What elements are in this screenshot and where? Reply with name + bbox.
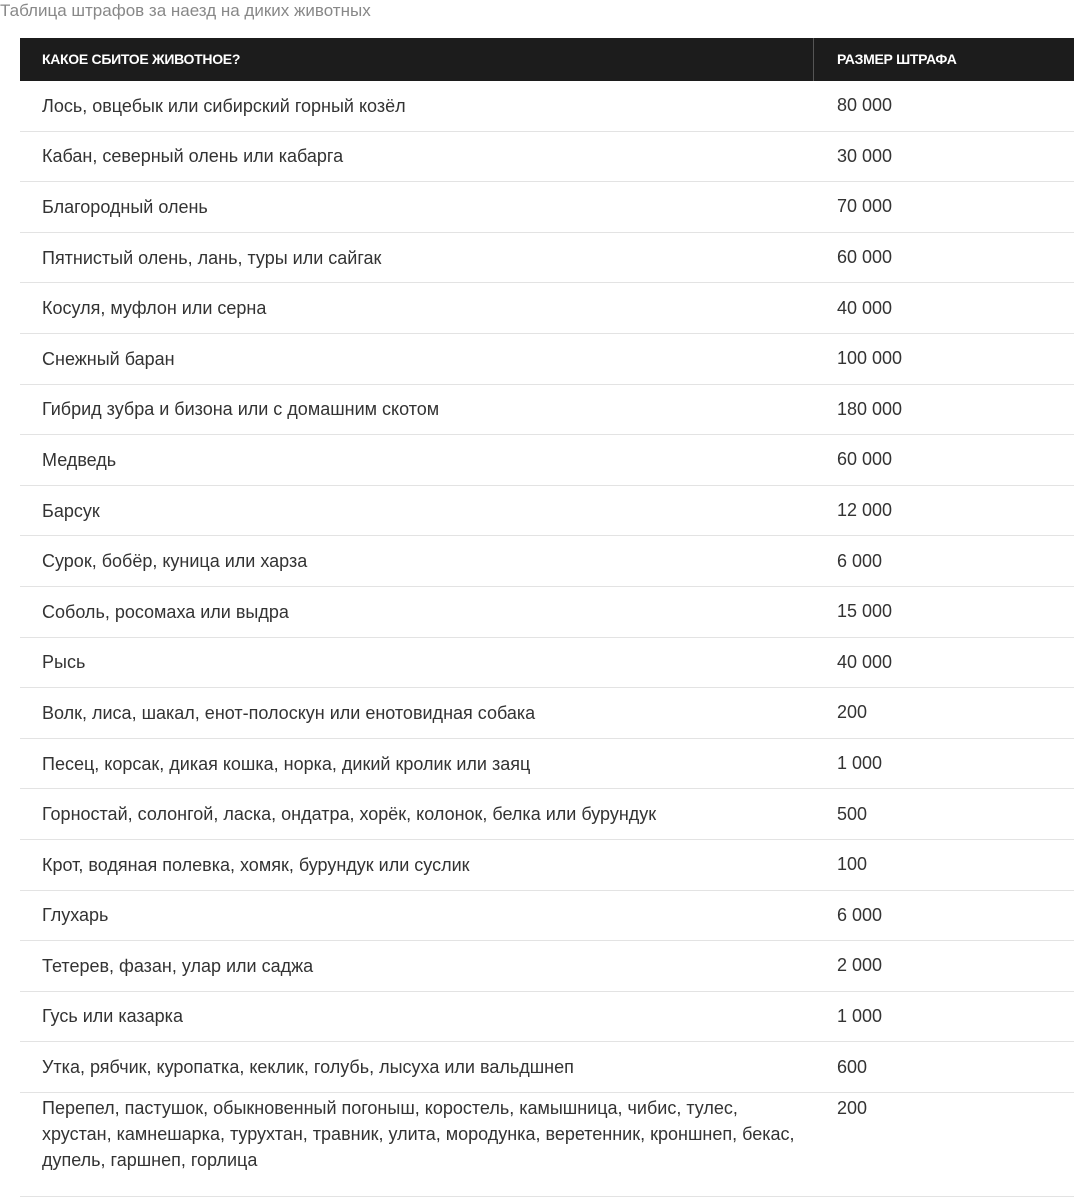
table-row [20, 385, 1074, 436]
table-row [20, 1042, 1074, 1093]
table-body [20, 81, 1074, 1197]
table-row [20, 941, 1074, 992]
table-row [20, 536, 1074, 587]
fine-cell: 1 000 [837, 753, 883, 774]
fine-cell: 6 000 [837, 904, 883, 925]
table-row [20, 81, 1074, 132]
fines-table [20, 38, 1074, 1197]
animal-cell: Перепел, пастушок, обыкновенный погоныш, коростель, камышница, чибис, тулес, хрустан, камнешарка, турухтан, травник, улита, мородунка, веретенник, кроншнеп, бекас, дупель, гаршнеп, горлица [42, 1097, 795, 1170]
animal-cell: Крот, водяная полевка, хомяк, бурундук или суслик [42, 854, 470, 875]
fine-cell: 80 000 [837, 95, 893, 116]
table-header [20, 38, 1074, 81]
table-row [20, 688, 1074, 739]
animal-cell: Горностай, солонгой, ласка, ондатра, хорёк, колонок, белка или бурундук [42, 804, 657, 825]
animal-cell: Рысь [42, 652, 86, 673]
table-row [20, 739, 1074, 790]
fine-cell: 6 000 [837, 550, 883, 571]
animal-cell: Пятнистый олень, лань, туры или сайгак [42, 247, 382, 268]
header-animal: КАКОЕ СБИТОЕ ЖИВОТНОЕ? [20, 38, 814, 81]
animal-cell: Гусь или казарка [42, 1006, 183, 1027]
animal-cell: Тетерев, фазан, улар или саджа [42, 955, 314, 976]
fine-cell: 100 000 [837, 348, 903, 369]
fine-cell: 100 [837, 854, 868, 875]
table-row [20, 486, 1074, 537]
fine-cell: 2 000 [837, 955, 883, 976]
table-row [20, 992, 1074, 1043]
table-row [20, 789, 1074, 840]
table-row [20, 334, 1074, 385]
animal-cell: Волк, лиса, шакал, енот-полоскун или енотовидная собака [42, 702, 536, 723]
table-row [20, 587, 1074, 638]
animal-cell: Косуля, муфлон или серна [42, 298, 267, 319]
fine-cell: 500 [837, 803, 868, 824]
table-row [20, 435, 1074, 486]
animal-cell: Соболь, росомаха или выдра [42, 601, 289, 622]
animal-cell: Песец, корсак, дикая кошка, норка, дикий кролик или заяц [42, 753, 531, 774]
header-fine: РАЗМЕР ШТРАФА [837, 51, 957, 67]
fine-cell: 200 [837, 702, 868, 723]
animal-cell: Глухарь [42, 905, 109, 926]
animal-cell: Медведь [42, 449, 117, 470]
fine-cell: 15 000 [837, 601, 893, 622]
table-row [20, 840, 1074, 891]
animal-cell: Утка, рябчик, куропатка, кеклик, голубь, лысуха или вальдшнеп [42, 1057, 574, 1078]
animal-cell: Гибрид зубра и бизона или с домашним скотом [42, 399, 440, 420]
animal-cell: Благородный олень [42, 196, 208, 217]
fine-cell: 60 000 [837, 247, 893, 268]
animal-cell: Снежный баран [42, 348, 175, 369]
fine-cell: 60 000 [837, 449, 893, 470]
table-row [20, 233, 1074, 284]
table-row [20, 132, 1074, 183]
table-row [20, 283, 1074, 334]
table-row [20, 891, 1074, 942]
animal-cell: Лось, овцебык или сибирский горный козёл [42, 95, 406, 116]
fine-cell: 600 [837, 1056, 868, 1077]
fine-cell: 12 000 [837, 500, 893, 521]
fine-cell: 70 000 [837, 196, 893, 217]
animal-cell: Сурок, бобёр, куница или харза [42, 551, 308, 572]
table-row [20, 182, 1074, 233]
table-row [20, 1093, 1074, 1197]
fine-cell: 200 [837, 1097, 868, 1118]
table-caption: Таблица штрафов за наезд на диких животных [0, 1, 371, 20]
fine-cell: 180 000 [837, 398, 903, 419]
animal-cell: Кабан, северный олень или кабарга [42, 146, 344, 167]
table-row [20, 638, 1074, 689]
fine-cell: 1 000 [837, 1005, 883, 1026]
fine-cell: 40 000 [837, 297, 893, 318]
animal-cell: Барсук [42, 500, 100, 521]
fine-cell: 30 000 [837, 145, 893, 166]
fine-cell: 40 000 [837, 651, 893, 672]
